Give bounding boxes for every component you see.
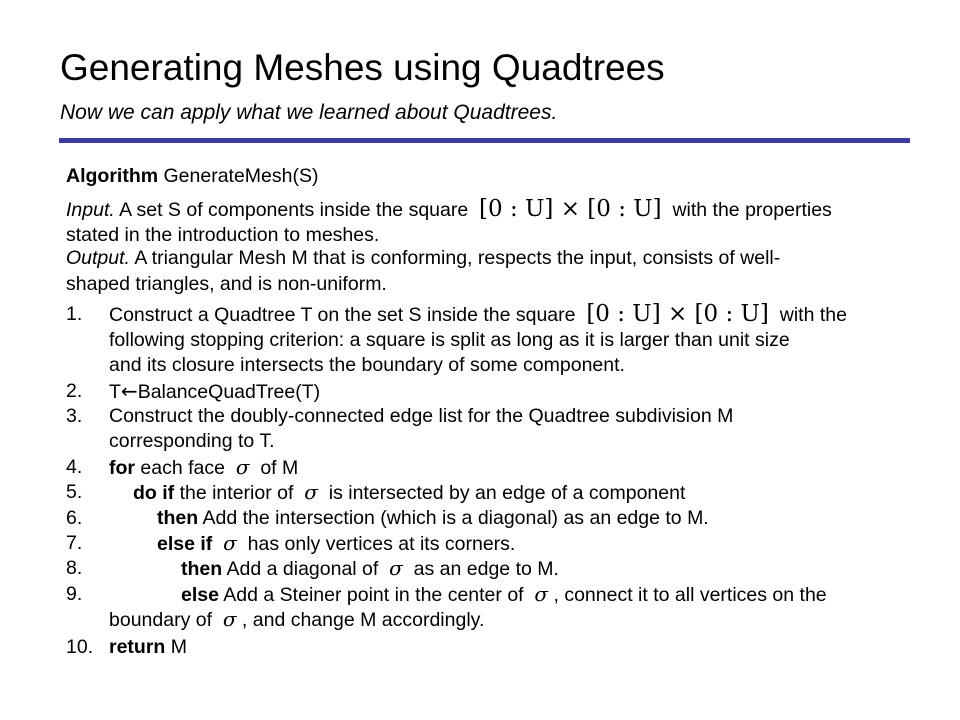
step-number: 2.	[66, 380, 83, 402]
step-10-text-a: M	[170, 636, 188, 658]
step-number: 3.	[66, 405, 83, 427]
output-text-1: A triangular Mesh M that is conforming, respects the input, consists of well-	[134, 247, 781, 269]
input-line-2: stated in the introduction to meshes.	[66, 224, 380, 246]
step-2-text-a: T	[109, 381, 121, 403]
keyword-for: for	[109, 457, 135, 479]
sigma-symbol: σ	[223, 531, 237, 555]
sigma-symbol: σ	[222, 607, 237, 631]
assign-arrow-icon: ←	[120, 379, 138, 403]
step-number: 8.	[66, 557, 83, 579]
step-number: 1.	[66, 303, 83, 325]
step-3-text-a: Construct the doubly-connected edge list for the Quadtree subdivision M	[109, 405, 734, 427]
keyword-then: then	[181, 558, 223, 580]
step-5-text-b: is intersected by an edge of a component	[328, 482, 686, 504]
step-6-text-a: Add the intersection (which is a diagonal) as an edge to M.	[202, 507, 709, 529]
algorithm-header	[66, 163, 318, 189]
algorithm-keyword: Algorithm	[66, 165, 159, 187]
title-rule	[59, 138, 910, 143]
keyword-do-if: do if	[133, 482, 175, 504]
output-line-2: shaped triangles, and is non-uniform.	[66, 273, 387, 295]
keyword-return: return	[109, 636, 166, 658]
sigma-symbol: σ	[304, 480, 318, 504]
step-9-line-2	[109, 606, 484, 633]
step-9-text-a: Add a Steiner point in the center of	[223, 584, 524, 606]
input-line-1	[66, 196, 832, 223]
step-number: 5.	[66, 481, 83, 503]
keyword-else: else	[181, 584, 219, 606]
square-expr: [0 : U] × [0 : U]	[479, 196, 662, 222]
sigma-symbol: σ	[235, 455, 250, 479]
sigma-symbol: σ	[534, 582, 549, 606]
step-9-text-c: boundary of	[109, 609, 212, 631]
step-1-text-a: Construct a Quadtree T on the set S inside the square	[109, 304, 576, 326]
slide-subtitle: Now we can apply what we learned about Quadtrees.	[60, 101, 558, 124]
step-number: 6.	[66, 507, 83, 529]
step-8-text-b: as an edge to M.	[413, 558, 559, 580]
input-text-2: with the properties	[672, 199, 832, 221]
step-1-text-b: with the	[779, 304, 847, 326]
step-4-text-a: each face	[140, 457, 225, 479]
step-number: 9.	[66, 583, 83, 605]
step-7-text-a: has only vertices at its corners.	[247, 533, 516, 555]
step-number: 4.	[66, 456, 83, 478]
slide-title: Generating Meshes using Quadtrees	[60, 47, 665, 88]
step-9-text-d: , and change M accordingly.	[241, 609, 485, 631]
step-1-text-d: and its closure intersects the boundary of some component.	[109, 354, 625, 376]
algorithm-name: GenerateMesh(S)	[163, 165, 319, 187]
step-2-text-b: BalanceQuadTree(T)	[137, 381, 321, 403]
output-line-1	[66, 245, 780, 271]
keyword-else-if: else if	[157, 533, 213, 555]
input-label: Input.	[66, 199, 115, 221]
step-3-text-b: corresponding to T.	[109, 430, 275, 452]
output-label: Output.	[66, 247, 130, 269]
step-9-text-b: , connect it to all vertices on the	[553, 584, 827, 606]
square-expr-step-1: [0 : U] × [0 : U]	[586, 301, 769, 327]
step-number: 7.	[66, 532, 83, 554]
keyword-then: then	[157, 507, 199, 529]
step-5-text-a: the interior of	[179, 482, 294, 504]
step-8-text-a: Add a diagonal of	[226, 558, 379, 580]
step-number: 10.	[66, 636, 94, 658]
input-text-1: A set S of components inside the square	[119, 199, 469, 221]
step-1-text-c: following stopping criterion: a square is split as long as it is larger than unit size	[109, 329, 790, 351]
sigma-symbol: σ	[389, 556, 403, 580]
step-4-text-b: of M	[260, 457, 299, 479]
